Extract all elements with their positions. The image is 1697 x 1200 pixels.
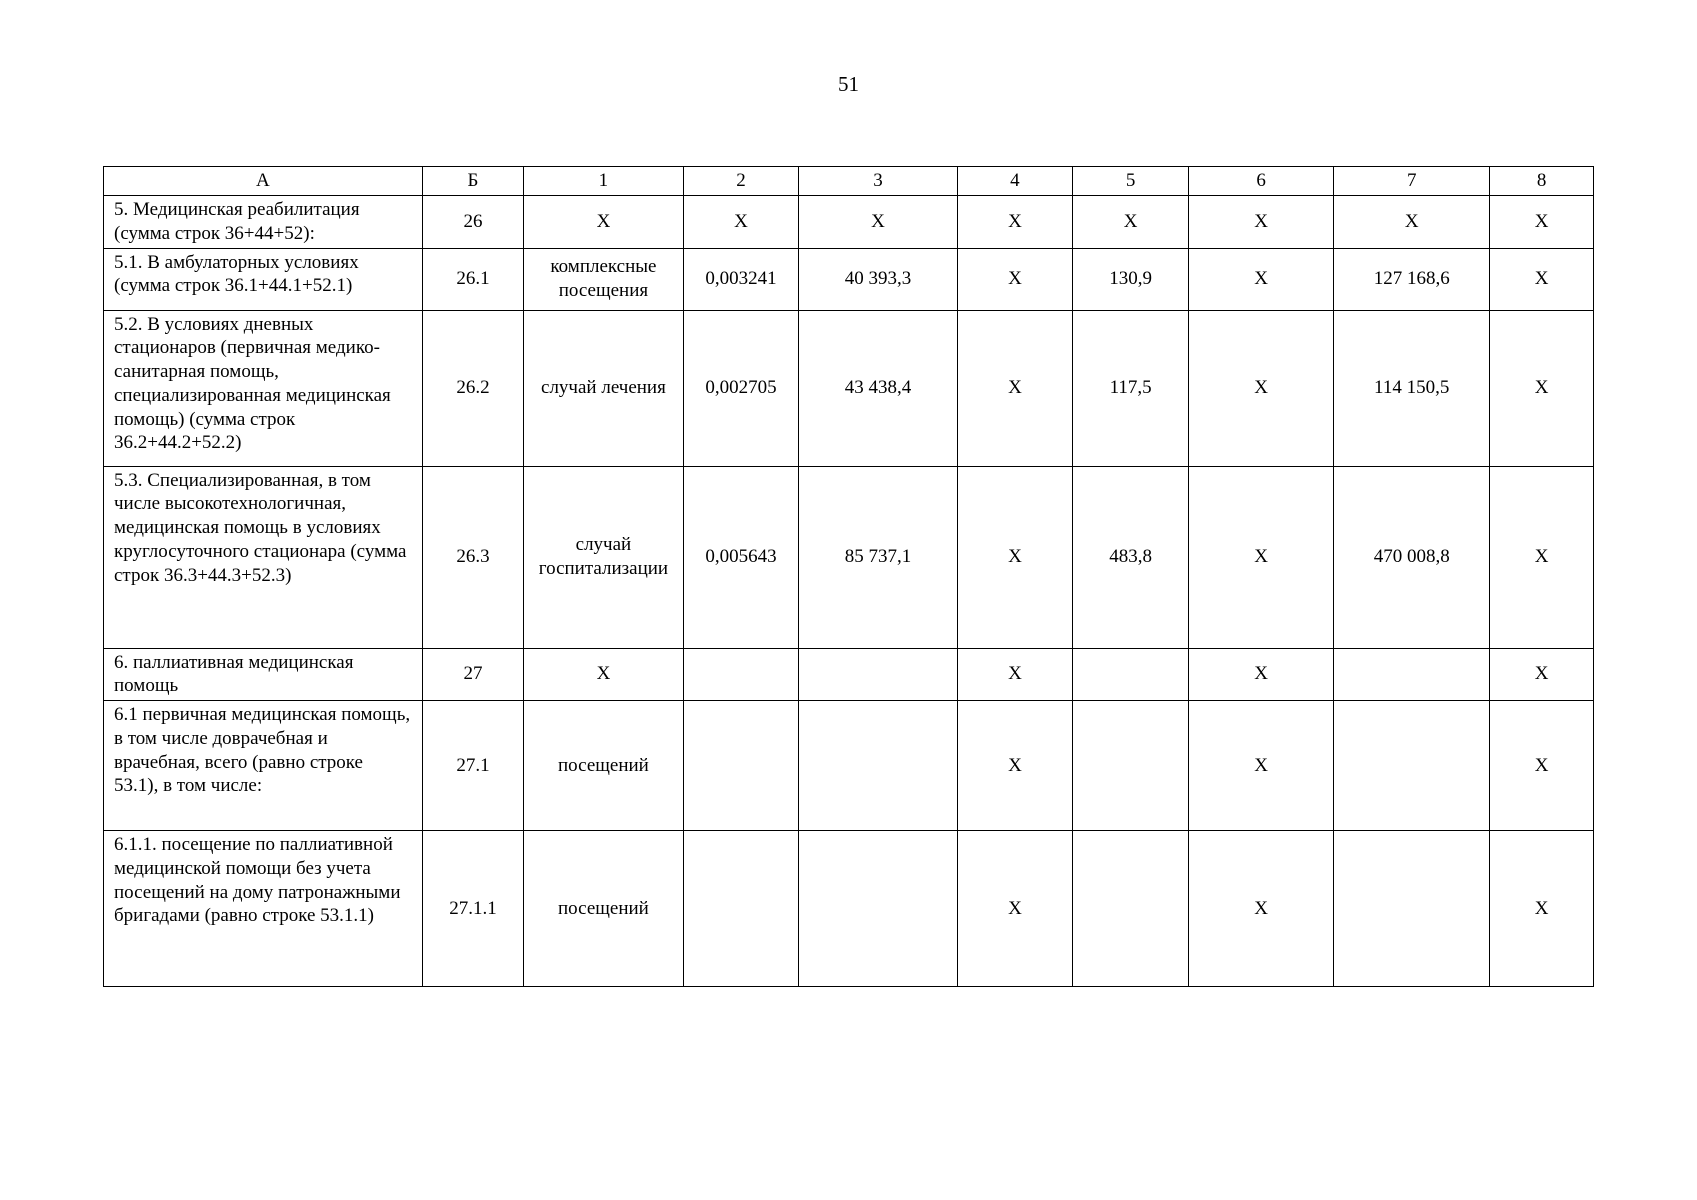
column-header: 2 xyxy=(683,167,799,196)
table-cell xyxy=(799,648,957,701)
table-cell: Х xyxy=(1188,466,1333,648)
table-cell: Х xyxy=(957,310,1073,466)
row-name-cell: 5.3. Специализированная, в том числе высокотехнологичная, медицинская помощь в условиях круглосуточного стационара (сумма строк 36.3+44.3+52.3) xyxy=(104,466,423,648)
table-cell: 0,003241 xyxy=(683,248,799,310)
table-cell: случай госпитализации xyxy=(524,466,683,648)
table-cell: 26.2 xyxy=(422,310,524,466)
column-header: А xyxy=(104,167,423,196)
table-cell: Х xyxy=(1334,196,1490,249)
table-cell xyxy=(1334,831,1490,987)
table-cell xyxy=(799,831,957,987)
table-cell: Х xyxy=(957,831,1073,987)
table-cell: 114 150,5 xyxy=(1334,310,1490,466)
table-cell: Х xyxy=(1188,196,1333,249)
table-row xyxy=(104,466,1594,648)
row-name-cell: 6.1 первичная медицинская помощь, в том числе доврачебная и врачебная, всего (равно строке 53.1), в том числе: xyxy=(104,701,423,831)
table-cell xyxy=(1073,648,1189,701)
table-cell: случай лечения xyxy=(524,310,683,466)
table-cell: Х xyxy=(1188,648,1333,701)
table-cell: Х xyxy=(1188,248,1333,310)
column-header: 3 xyxy=(799,167,957,196)
table-cell: 470 008,8 xyxy=(1334,466,1490,648)
table-row xyxy=(104,196,1594,249)
table-cell xyxy=(683,831,799,987)
table-cell: 130,9 xyxy=(1073,248,1189,310)
table-cell xyxy=(799,701,957,831)
table-row xyxy=(104,310,1594,466)
table-cell: 483,8 xyxy=(1073,466,1189,648)
table-cell xyxy=(1334,701,1490,831)
table-cell: посещений xyxy=(524,701,683,831)
table-cell: Х xyxy=(957,196,1073,249)
table-cell: Х xyxy=(1490,196,1594,249)
table-cell: комплексные посещения xyxy=(524,248,683,310)
table-cell: Х xyxy=(957,701,1073,831)
column-header: 4 xyxy=(957,167,1073,196)
table-cell: 27 xyxy=(422,648,524,701)
table-cell xyxy=(1334,648,1490,701)
table-cell: Х xyxy=(1188,701,1333,831)
table-cell: 26.1 xyxy=(422,248,524,310)
table-cell xyxy=(683,701,799,831)
column-header: 6 xyxy=(1188,167,1333,196)
table-cell: Х xyxy=(524,648,683,701)
table-cell: 43 438,4 xyxy=(799,310,957,466)
column-header: 1 xyxy=(524,167,683,196)
table-cell: 26 xyxy=(422,196,524,249)
table-row xyxy=(104,648,1594,701)
table-cell: Х xyxy=(1188,310,1333,466)
table-cell xyxy=(1073,701,1189,831)
table-cell xyxy=(1073,831,1189,987)
table-cell: Х xyxy=(683,196,799,249)
row-name-cell: 5.1. В амбулаторных условиях (сумма строк 36.1+44.1+52.1) xyxy=(104,248,423,310)
table-cell: 40 393,3 xyxy=(799,248,957,310)
table-cell: Х xyxy=(1490,648,1594,701)
header-row xyxy=(104,167,1594,196)
table-cell: 0,002705 xyxy=(683,310,799,466)
table-cell: 85 737,1 xyxy=(799,466,957,648)
table-cell: Х xyxy=(957,648,1073,701)
table-row xyxy=(104,831,1594,987)
page-number: 51 xyxy=(838,72,859,96)
column-header: 5 xyxy=(1073,167,1189,196)
table-cell: Х xyxy=(1490,310,1594,466)
table-cell: Х xyxy=(524,196,683,249)
table-cell: Х xyxy=(1073,196,1189,249)
table-cell: Х xyxy=(799,196,957,249)
row-name-cell: 5. Медицинская реабилитация (сумма строк 36+44+52): xyxy=(104,196,423,249)
table-cell: 0,005643 xyxy=(683,466,799,648)
table-cell: 127 168,6 xyxy=(1334,248,1490,310)
table-row xyxy=(104,248,1594,310)
indicators-table xyxy=(103,166,1594,987)
column-header: 8 xyxy=(1490,167,1594,196)
table-cell: Х xyxy=(957,466,1073,648)
table-cell xyxy=(683,648,799,701)
table-cell: 26.3 xyxy=(422,466,524,648)
row-name-cell: 6.1.1. посещение по паллиативной медицинской помощи без учета посещений на дому патронажными бригадами (равно строке 53.1.1) xyxy=(104,831,423,987)
row-name-cell: 6. паллиативная медицинская помощь xyxy=(104,648,423,701)
table-row xyxy=(104,701,1594,831)
table-cell: Х xyxy=(1188,831,1333,987)
column-header: 7 xyxy=(1334,167,1490,196)
row-name-cell: 5.2. В условиях дневных стационаров (первичная медико-санитарная помощь, специализированная медицинская помощь) (сумма строк 36.2+44.2+52.2) xyxy=(104,310,423,466)
table-cell: Х xyxy=(1490,831,1594,987)
table-cell: 117,5 xyxy=(1073,310,1189,466)
table-cell: Х xyxy=(1490,466,1594,648)
table-cell: Х xyxy=(1490,248,1594,310)
table-cell: Х xyxy=(1490,701,1594,831)
column-header: Б xyxy=(422,167,524,196)
table-cell: Х xyxy=(957,248,1073,310)
table-cell: 27.1.1 xyxy=(422,831,524,987)
table-cell: посещений xyxy=(524,831,683,987)
table-cell: 27.1 xyxy=(422,701,524,831)
